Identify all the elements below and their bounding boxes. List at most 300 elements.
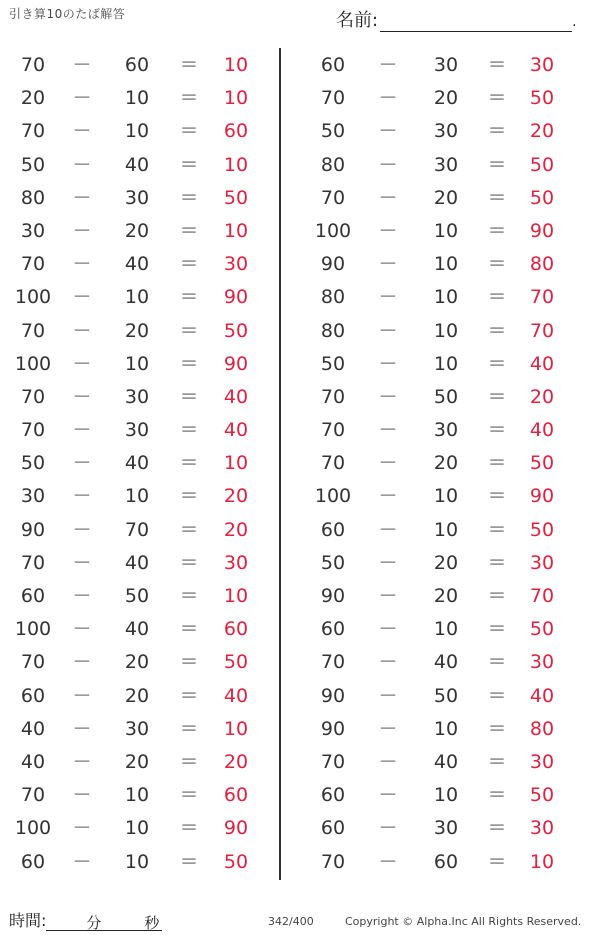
answer: 40 — [529, 352, 555, 375]
problem-row — [0, 779, 280, 812]
equals-sign: ＝ — [487, 817, 507, 840]
equals-sign: ＝ — [487, 253, 507, 276]
problem-row — [0, 812, 280, 845]
problem-row — [308, 348, 588, 381]
minutes-label: 分 — [86, 914, 102, 932]
problem-row — [0, 348, 280, 381]
answer: 60 — [223, 618, 249, 641]
problem-row — [308, 680, 588, 713]
problem-row — [0, 115, 280, 148]
answer: 20 — [529, 120, 555, 143]
subtrahend: 30 — [433, 153, 459, 176]
minuend: 70 — [20, 54, 46, 76]
minus-sign: － — [72, 817, 92, 840]
equals-sign: ＝ — [179, 817, 199, 840]
subtrahend: 10 — [433, 352, 459, 375]
equals-sign: ＝ — [487, 153, 507, 176]
time-label: 時間: — [9, 911, 47, 930]
minus-sign: － — [72, 784, 92, 807]
subtrahend: 10 — [433, 717, 459, 740]
seconds-label: 秒 — [144, 914, 160, 932]
minus-sign: － — [378, 750, 398, 773]
minus-sign: － — [72, 651, 92, 674]
minuend: 70 — [320, 186, 346, 209]
subtrahend: 10 — [124, 817, 150, 840]
answer: 80 — [529, 717, 555, 740]
answer: 20 — [223, 750, 249, 773]
equals-sign: ＝ — [487, 186, 507, 209]
answer: 10 — [529, 850, 555, 873]
minuend: 90 — [320, 684, 346, 707]
equals-sign: ＝ — [179, 684, 199, 707]
answer: 50 — [529, 452, 555, 475]
minus-sign: － — [378, 120, 398, 143]
minuend: 70 — [320, 750, 346, 773]
subtrahend: 30 — [433, 54, 459, 76]
problem-row — [308, 149, 588, 182]
answer: 30 — [529, 750, 555, 773]
subtrahend: 10 — [124, 485, 150, 508]
subtrahend: 20 — [433, 551, 459, 574]
answer: 10 — [223, 153, 249, 176]
column-divider — [279, 48, 281, 880]
problem-row — [0, 746, 280, 779]
minuend: 20 — [20, 87, 46, 110]
problem-row — [308, 182, 588, 215]
subtrahend: 40 — [433, 651, 459, 674]
problem-row — [308, 82, 588, 115]
minuend: 80 — [320, 286, 346, 309]
problem-row — [0, 281, 280, 314]
subtrahend: 10 — [433, 518, 459, 541]
equals-sign: ＝ — [487, 352, 507, 375]
minuend: 100 — [314, 219, 352, 242]
equals-sign: ＝ — [487, 452, 507, 475]
minus-sign: － — [378, 817, 398, 840]
equals-sign: ＝ — [487, 54, 507, 76]
subtrahend: 20 — [433, 585, 459, 607]
answer: 90 — [529, 485, 555, 508]
minuend: 30 — [20, 219, 46, 242]
minus-sign: － — [72, 120, 92, 143]
minus-sign: － — [378, 253, 398, 276]
minuend: 60 — [20, 850, 46, 873]
answer: 40 — [223, 385, 249, 408]
minuend: 40 — [20, 717, 46, 740]
subtrahend: 30 — [433, 817, 459, 840]
equals-sign: ＝ — [487, 684, 507, 707]
equals-sign: ＝ — [487, 419, 507, 442]
problem-row — [308, 746, 588, 779]
minuend: 70 — [20, 784, 46, 807]
answer: 50 — [223, 850, 249, 873]
answer: 50 — [529, 87, 555, 110]
answer: 40 — [529, 684, 555, 707]
equals-sign: ＝ — [487, 551, 507, 574]
subtrahend: 50 — [433, 684, 459, 707]
equals-sign: ＝ — [179, 120, 199, 143]
minuend: 90 — [320, 253, 346, 276]
equals-sign: ＝ — [179, 153, 199, 176]
minus-sign: － — [378, 153, 398, 176]
page-number: 342/400 — [268, 915, 314, 928]
minus-sign: － — [72, 186, 92, 209]
minus-sign: － — [72, 485, 92, 508]
equals-sign: ＝ — [179, 219, 199, 242]
equals-sign: ＝ — [179, 850, 199, 873]
equals-sign: ＝ — [179, 385, 199, 408]
equals-sign: ＝ — [487, 219, 507, 242]
minuend: 60 — [20, 684, 46, 707]
left-problem-column — [0, 49, 280, 879]
answer: 60 — [223, 120, 249, 143]
problem-row — [308, 514, 588, 547]
minus-sign: － — [72, 684, 92, 707]
answer: 10 — [223, 717, 249, 740]
problem-row — [308, 381, 588, 414]
subtrahend: 20 — [433, 87, 459, 110]
minus-sign: － — [72, 153, 92, 176]
problem-row — [308, 713, 588, 746]
subtrahend: 10 — [124, 784, 150, 807]
subtrahend: 30 — [124, 419, 150, 442]
subtrahend: 60 — [124, 54, 150, 76]
problem-row — [0, 514, 280, 547]
problem-row — [0, 315, 280, 348]
equals-sign: ＝ — [179, 784, 199, 807]
minuend: 60 — [320, 518, 346, 541]
minus-sign: － — [72, 319, 92, 342]
equals-sign: ＝ — [179, 585, 199, 607]
subtrahend: 20 — [124, 750, 150, 773]
minuend: 70 — [20, 419, 46, 442]
problem-row — [308, 215, 588, 248]
answer: 60 — [223, 784, 249, 807]
equals-sign: ＝ — [179, 618, 199, 641]
minus-sign: － — [72, 352, 92, 375]
problem-row — [308, 846, 588, 879]
subtrahend: 20 — [433, 452, 459, 475]
minuend: 80 — [320, 153, 346, 176]
answer: 10 — [223, 54, 249, 76]
problem-row — [308, 812, 588, 845]
answer: 70 — [529, 286, 555, 309]
minus-sign: － — [72, 551, 92, 574]
equals-sign: ＝ — [487, 518, 507, 541]
time-field — [9, 908, 162, 931]
minus-sign: － — [72, 385, 92, 408]
minus-sign: － — [378, 419, 398, 442]
equals-sign: ＝ — [487, 750, 507, 773]
equals-sign: ＝ — [487, 120, 507, 143]
minus-sign: － — [378, 717, 398, 740]
minuend: 70 — [320, 850, 346, 873]
answer: 30 — [529, 54, 555, 76]
answer: 50 — [223, 651, 249, 674]
answer: 30 — [223, 551, 249, 574]
minuend: 70 — [20, 551, 46, 574]
equals-sign: ＝ — [179, 87, 199, 110]
subtrahend: 10 — [433, 784, 459, 807]
problem-row — [308, 248, 588, 281]
answer: 30 — [529, 651, 555, 674]
problem-row — [308, 646, 588, 679]
answer: 50 — [529, 153, 555, 176]
problem-row — [0, 447, 280, 480]
right-problem-column — [308, 49, 588, 879]
subtrahend: 10 — [433, 485, 459, 508]
problem-row — [0, 713, 280, 746]
copyright-notice: Copyright © Alpha.Inc All Rights Reserved. — [345, 915, 582, 928]
problem-row — [0, 480, 280, 513]
problem-row — [308, 613, 588, 646]
minuend: 100 — [14, 817, 52, 840]
answer: 70 — [529, 585, 555, 607]
minus-sign: － — [378, 651, 398, 674]
minus-sign: － — [378, 54, 398, 76]
minuend: 60 — [320, 54, 346, 76]
equals-sign: ＝ — [487, 286, 507, 309]
minuend: 70 — [20, 651, 46, 674]
minus-sign: － — [378, 551, 398, 574]
equals-sign: ＝ — [179, 750, 199, 773]
minuend: 50 — [320, 551, 346, 574]
answer: 50 — [529, 518, 555, 541]
minus-sign: － — [72, 850, 92, 873]
answer: 90 — [223, 352, 249, 375]
minuend: 70 — [320, 385, 346, 408]
answer: 80 — [529, 253, 555, 276]
minuend: 40 — [20, 750, 46, 773]
equals-sign: ＝ — [179, 286, 199, 309]
minuend: 100 — [14, 286, 52, 309]
equals-sign: ＝ — [487, 319, 507, 342]
subtrahend: 20 — [124, 219, 150, 242]
equals-sign: ＝ — [179, 319, 199, 342]
subtrahend: 20 — [124, 684, 150, 707]
subtrahend: 30 — [124, 717, 150, 740]
minuend: 60 — [320, 618, 346, 641]
minuend: 70 — [20, 319, 46, 342]
subtrahend: 10 — [124, 352, 150, 375]
minuend: 100 — [314, 485, 352, 508]
subtrahend: 30 — [124, 186, 150, 209]
answer: 70 — [529, 319, 555, 342]
problem-row — [308, 115, 588, 148]
name-blank-line[interactable] — [380, 13, 572, 32]
minuend: 50 — [20, 153, 46, 176]
problem-row — [0, 182, 280, 215]
equals-sign: ＝ — [487, 87, 507, 110]
minuend: 70 — [20, 120, 46, 143]
problem-row — [308, 547, 588, 580]
minus-sign: － — [378, 618, 398, 641]
equals-sign: ＝ — [487, 784, 507, 807]
subtrahend: 50 — [433, 385, 459, 408]
problem-row — [0, 846, 280, 879]
minus-sign: － — [72, 419, 92, 442]
minuend: 60 — [20, 585, 46, 607]
answer: 40 — [529, 419, 555, 442]
subtrahend: 20 — [124, 651, 150, 674]
minuend: 100 — [14, 618, 52, 641]
answer: 90 — [529, 219, 555, 242]
problem-row — [308, 49, 588, 82]
equals-sign: ＝ — [179, 717, 199, 740]
problem-row — [0, 580, 280, 613]
equals-sign: ＝ — [487, 717, 507, 740]
problem-row — [0, 613, 280, 646]
minuend: 30 — [20, 485, 46, 508]
minus-sign: － — [378, 518, 398, 541]
answer: 50 — [529, 186, 555, 209]
answer: 40 — [223, 419, 249, 442]
minus-sign: － — [378, 286, 398, 309]
minus-sign: － — [72, 54, 92, 76]
minus-sign: － — [378, 485, 398, 508]
answer: 20 — [223, 518, 249, 541]
problem-row — [0, 381, 280, 414]
problem-row — [308, 414, 588, 447]
minus-sign: － — [378, 684, 398, 707]
subtrahend: 10 — [433, 618, 459, 641]
answer: 30 — [223, 253, 249, 276]
minus-sign: － — [378, 352, 398, 375]
problem-row — [308, 779, 588, 812]
minuend: 50 — [20, 452, 46, 475]
answer: 30 — [529, 551, 555, 574]
minuend: 100 — [14, 352, 52, 375]
minus-sign: － — [378, 585, 398, 607]
subtrahend: 40 — [124, 253, 150, 276]
name-dot: . — [572, 14, 577, 30]
answer: 90 — [223, 817, 249, 840]
equals-sign: ＝ — [179, 419, 199, 442]
minus-sign: － — [72, 750, 92, 773]
minus-sign: － — [378, 385, 398, 408]
subtrahend: 10 — [433, 319, 459, 342]
subtrahend: 10 — [124, 850, 150, 873]
equals-sign: ＝ — [179, 352, 199, 375]
minuend: 70 — [320, 452, 346, 475]
answer: 50 — [223, 319, 249, 342]
name-field — [336, 6, 577, 32]
answer: 10 — [223, 87, 249, 110]
minus-sign: － — [378, 219, 398, 242]
worksheet-title: 引き算10のたば解答 — [9, 7, 126, 21]
minus-sign: － — [72, 452, 92, 475]
equals-sign: ＝ — [179, 551, 199, 574]
subtrahend: 30 — [433, 120, 459, 143]
minus-sign: － — [72, 618, 92, 641]
problem-row — [308, 480, 588, 513]
answer: 90 — [223, 286, 249, 309]
problem-row — [308, 315, 588, 348]
subtrahend: 40 — [124, 452, 150, 475]
problem-row — [0, 149, 280, 182]
minuend: 50 — [320, 352, 346, 375]
answer: 50 — [529, 618, 555, 641]
minuend: 70 — [20, 253, 46, 276]
subtrahend: 40 — [124, 618, 150, 641]
minuend: 80 — [20, 186, 46, 209]
answer: 10 — [223, 585, 249, 607]
problem-row — [0, 49, 280, 82]
minuend: 90 — [20, 518, 46, 541]
minus-sign: － — [72, 717, 92, 740]
answer: 10 — [223, 219, 249, 242]
minuend: 60 — [320, 784, 346, 807]
problem-row — [0, 248, 280, 281]
answer: 50 — [529, 784, 555, 807]
subtrahend: 10 — [124, 87, 150, 110]
subtrahend: 30 — [433, 419, 459, 442]
equals-sign: ＝ — [487, 618, 507, 641]
answer: 40 — [223, 684, 249, 707]
equals-sign: ＝ — [179, 651, 199, 674]
equals-sign: ＝ — [179, 452, 199, 475]
subtrahend: 40 — [124, 153, 150, 176]
minus-sign: － — [72, 87, 92, 110]
minuend: 50 — [320, 120, 346, 143]
subtrahend: 60 — [433, 850, 459, 873]
equals-sign: ＝ — [487, 850, 507, 873]
equals-sign: ＝ — [487, 585, 507, 607]
problem-row — [308, 580, 588, 613]
minuend: 70 — [20, 385, 46, 408]
subtrahend: 20 — [433, 186, 459, 209]
subtrahend: 70 — [124, 518, 150, 541]
equals-sign: ＝ — [179, 253, 199, 276]
subtrahend: 20 — [124, 319, 150, 342]
minus-sign: － — [378, 452, 398, 475]
equals-sign: ＝ — [179, 54, 199, 76]
equals-sign: ＝ — [179, 485, 199, 508]
minuend: 90 — [320, 717, 346, 740]
problem-row — [308, 281, 588, 314]
equals-sign: ＝ — [487, 385, 507, 408]
minus-sign: － — [378, 186, 398, 209]
time-blank-line[interactable] — [46, 912, 162, 931]
problem-row — [308, 447, 588, 480]
minus-sign: － — [72, 286, 92, 309]
minus-sign: － — [378, 784, 398, 807]
minus-sign: － — [72, 585, 92, 607]
minuend: 60 — [320, 817, 346, 840]
problem-row — [0, 547, 280, 580]
minus-sign: － — [378, 850, 398, 873]
subtrahend: 40 — [124, 551, 150, 574]
answer: 10 — [223, 452, 249, 475]
problem-row — [0, 82, 280, 115]
problem-row — [0, 215, 280, 248]
subtrahend: 30 — [124, 385, 150, 408]
minuend: 80 — [320, 319, 346, 342]
minuend: 70 — [320, 87, 346, 110]
problem-row — [0, 414, 280, 447]
minuend: 90 — [320, 585, 346, 607]
answer: 50 — [223, 186, 249, 209]
problem-row — [0, 680, 280, 713]
subtrahend: 10 — [124, 286, 150, 309]
equals-sign: ＝ — [487, 485, 507, 508]
equals-sign: ＝ — [487, 651, 507, 674]
answer: 20 — [223, 485, 249, 508]
minus-sign: － — [378, 87, 398, 110]
subtrahend: 10 — [124, 120, 150, 143]
minus-sign: － — [72, 518, 92, 541]
answer: 20 — [529, 385, 555, 408]
